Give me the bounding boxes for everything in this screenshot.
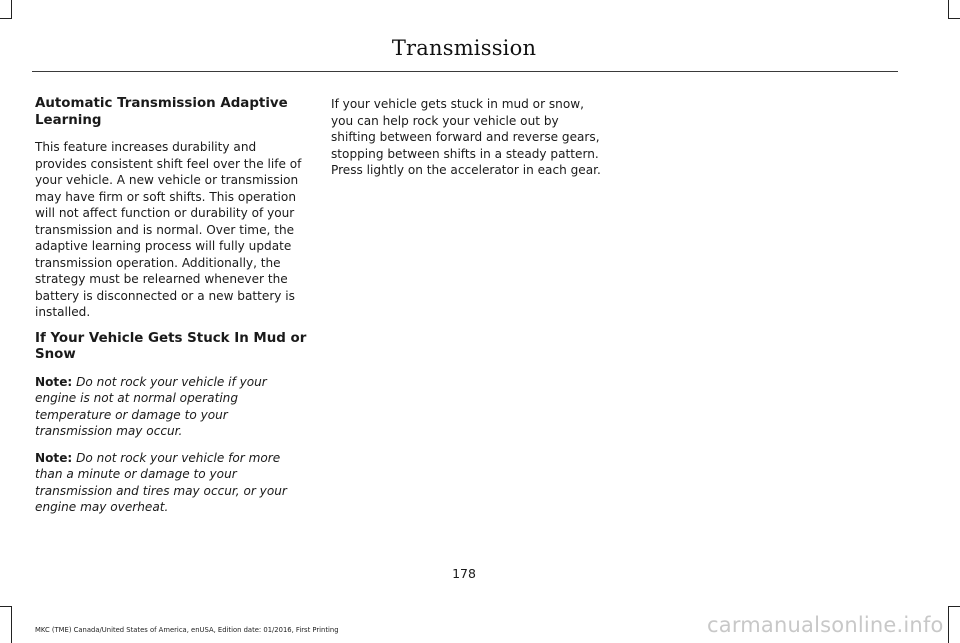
- crop-mark-top-left-horizontal: [0, 18, 12, 19]
- right-column: [331, 96, 603, 189]
- crop-mark-top-right-horizontal: [948, 18, 960, 19]
- paragraph-adaptive-learning: This feature increases durability and provides consistent shift feel over the life of your vehicle. A new vehicle or transmission may have firm or soft shifts. This operation will not affect function or durability of your transmission and is normal. Over time, the adaptive learning process will fully update transmission operation. Additionally, the strategy must be relearned whenever the battery is disconnected or a new battery is installed.: [35, 140, 302, 319]
- section-heading-stuck-in-mud: If Your Vehicle Gets Stuck In Mud or Snow: [35, 330, 307, 362]
- left-column: [35, 96, 307, 526]
- note-paragraph-1: [35, 374, 307, 440]
- note-text: Do not rock your vehicle if your engine is not at normal operating temperature or damage to your transmission may occur.: [35, 374, 267, 438]
- crop-mark-bottom-left-horizontal: [0, 606, 12, 607]
- crop-mark-top-right-vertical: [948, 0, 949, 18]
- watermark-text: carmanualsonline.info: [707, 613, 944, 637]
- paragraph-rocking-instructions: If your vehicle gets stuck in mud or snow, you can help rock your vehicle out by shifting between forward and reverse gears, stopping between shifts in a steady pattern. Press lightly on the accelerator in each gear.: [331, 97, 601, 177]
- page-title: Transmission: [391, 36, 537, 60]
- section-heading-adaptive-learning: Automatic Transmission Adaptive Learning: [35, 96, 288, 128]
- header-divider: [32, 71, 898, 72]
- crop-mark-bottom-right-horizontal: [948, 606, 960, 607]
- crop-mark-top-left-vertical: [11, 0, 12, 18]
- crop-mark-bottom-right-vertical: [948, 606, 949, 643]
- note-label: Note:: [35, 450, 73, 465]
- note-paragraph-2: [35, 450, 307, 516]
- note-text: Do not rock your vehicle for more than a minute or damage to your transmission and tires may occur, or your engine may overheat.: [35, 450, 287, 514]
- edition-footer: MKC (TME) Canada/United States of America, enUSA, Edition date: 01/2016, First Printing: [35, 626, 339, 634]
- crop-mark-bottom-left-vertical: [11, 606, 12, 643]
- note-label: Note:: [35, 374, 73, 389]
- page-number: 178: [452, 566, 476, 581]
